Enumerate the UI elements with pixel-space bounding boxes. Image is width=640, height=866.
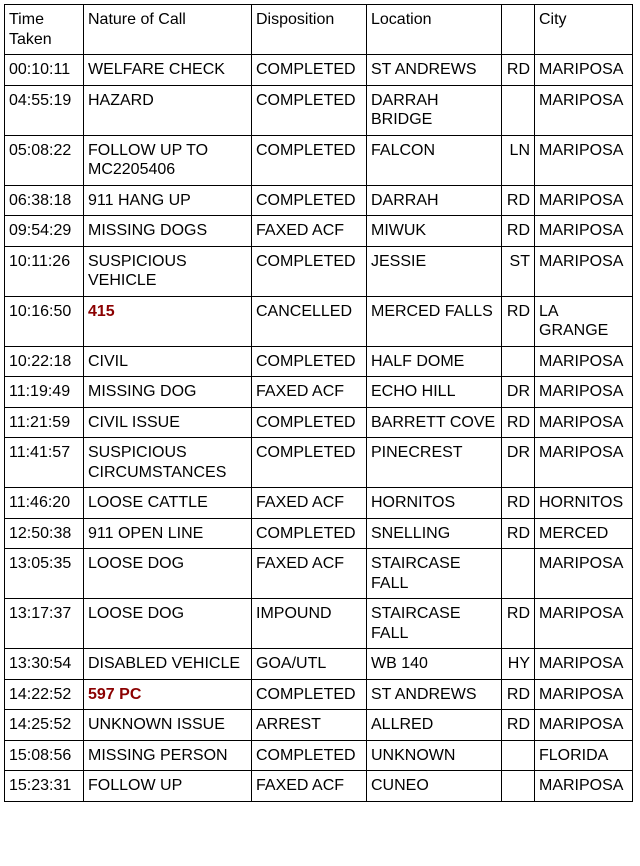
table-row xyxy=(5,549,633,599)
time-taken-cell: 11:46:20 xyxy=(5,488,84,519)
location-cell: ALLRED xyxy=(367,710,502,741)
city-cell: MARIPOSA xyxy=(535,679,633,710)
city-cell: MARIPOSA xyxy=(535,438,633,488)
street-suffix-cell: DR xyxy=(502,377,535,408)
time-taken-cell: 13:05:35 xyxy=(5,549,84,599)
location-cell: UNKNOWN xyxy=(367,740,502,771)
time-taken-cell: 13:30:54 xyxy=(5,649,84,680)
table-row xyxy=(5,296,633,346)
call-log-table xyxy=(4,4,633,802)
nature-of-call-cell: SUSPICIOUS VEHICLE xyxy=(84,246,252,296)
nature-of-call-cell: CIVIL ISSUE xyxy=(84,407,252,438)
location-cell: DARRAH xyxy=(367,185,502,216)
location-cell: HALF DOME xyxy=(367,346,502,377)
nature-of-call-cell: MISSING DOG xyxy=(84,377,252,408)
location-cell: JESSIE xyxy=(367,246,502,296)
nature-of-call-cell: MISSING PERSON xyxy=(84,740,252,771)
table-row xyxy=(5,407,633,438)
street-suffix-cell xyxy=(502,771,535,802)
disposition-cell: IMPOUND xyxy=(252,599,367,649)
nature-of-call-cell: FOLLOW UP TO MC2205406 xyxy=(84,135,252,185)
table-row xyxy=(5,246,633,296)
disposition-cell: FAXED ACF xyxy=(252,216,367,247)
disposition-cell: COMPLETED xyxy=(252,740,367,771)
nature-of-call-cell: UNKNOWN ISSUE xyxy=(84,710,252,741)
location-cell: ST ANDREWS xyxy=(367,679,502,710)
nature-of-call-cell: FOLLOW UP xyxy=(84,771,252,802)
city-cell: MARIPOSA xyxy=(535,649,633,680)
table-row xyxy=(5,599,633,649)
nature-of-call-cell: DISABLED VEHICLE xyxy=(84,649,252,680)
header-time-taken: Time Taken xyxy=(5,5,84,55)
disposition-cell: ARREST xyxy=(252,710,367,741)
street-suffix-cell: RD xyxy=(502,679,535,710)
disposition-cell: COMPLETED xyxy=(252,55,367,86)
time-taken-cell: 15:23:31 xyxy=(5,771,84,802)
table-row xyxy=(5,740,633,771)
location-cell: FALCON xyxy=(367,135,502,185)
street-suffix-cell: RD xyxy=(502,488,535,519)
disposition-cell: COMPLETED xyxy=(252,85,367,135)
location-cell: MERCED FALLS xyxy=(367,296,502,346)
time-taken-cell: 10:11:26 xyxy=(5,246,84,296)
table-row xyxy=(5,85,633,135)
time-taken-cell: 09:54:29 xyxy=(5,216,84,247)
disposition-cell: COMPLETED xyxy=(252,135,367,185)
nature-of-call-cell: 415 xyxy=(84,296,252,346)
location-cell: CUNEO xyxy=(367,771,502,802)
table-row xyxy=(5,488,633,519)
time-taken-cell: 06:38:18 xyxy=(5,185,84,216)
street-suffix-cell: RD xyxy=(502,216,535,247)
disposition-cell: FAXED ACF xyxy=(252,771,367,802)
street-suffix-cell: HY xyxy=(502,649,535,680)
header-city: City xyxy=(535,5,633,55)
street-suffix-cell: RD xyxy=(502,185,535,216)
city-cell: HORNITOS xyxy=(535,488,633,519)
disposition-cell: CANCELLED xyxy=(252,296,367,346)
street-suffix-cell: LN xyxy=(502,135,535,185)
street-suffix-cell: RD xyxy=(502,55,535,86)
street-suffix-cell: RD xyxy=(502,710,535,741)
header-disposition: Disposition xyxy=(252,5,367,55)
table-row xyxy=(5,55,633,86)
location-cell: BARRETT COVE xyxy=(367,407,502,438)
location-cell: DARRAH BRIDGE xyxy=(367,85,502,135)
time-taken-cell: 10:22:18 xyxy=(5,346,84,377)
header-nature-of-call: Nature of Call xyxy=(84,5,252,55)
location-cell: STAIRCASE FALL xyxy=(367,549,502,599)
disposition-cell: COMPLETED xyxy=(252,518,367,549)
disposition-cell: GOA/UTL xyxy=(252,649,367,680)
table-row xyxy=(5,438,633,488)
nature-of-call-cell: LOOSE CATTLE xyxy=(84,488,252,519)
table-row xyxy=(5,771,633,802)
table-row xyxy=(5,518,633,549)
nature-of-call-cell: LOOSE DOG xyxy=(84,599,252,649)
city-cell: MARIPOSA xyxy=(535,246,633,296)
disposition-cell: FAXED ACF xyxy=(252,488,367,519)
street-suffix-cell: RD xyxy=(502,296,535,346)
time-taken-cell: 05:08:22 xyxy=(5,135,84,185)
time-taken-cell: 12:50:38 xyxy=(5,518,84,549)
city-cell: MARIPOSA xyxy=(535,85,633,135)
table-row xyxy=(5,377,633,408)
location-cell: SNELLING xyxy=(367,518,502,549)
nature-of-call-cell: WELFARE CHECK xyxy=(84,55,252,86)
disposition-cell: COMPLETED xyxy=(252,438,367,488)
nature-of-call-cell: SUSPICIOUS CIRCUMSTANCES xyxy=(84,438,252,488)
location-cell: HORNITOS xyxy=(367,488,502,519)
header-location: Location xyxy=(367,5,502,55)
disposition-cell: COMPLETED xyxy=(252,407,367,438)
city-cell: MARIPOSA xyxy=(535,185,633,216)
time-taken-cell: 11:41:57 xyxy=(5,438,84,488)
nature-of-call-cell: LOOSE DOG xyxy=(84,549,252,599)
nature-of-call-cell: CIVIL xyxy=(84,346,252,377)
time-taken-cell: 00:10:11 xyxy=(5,55,84,86)
city-cell: MARIPOSA xyxy=(535,377,633,408)
street-suffix-cell: ST xyxy=(502,246,535,296)
city-cell: FLORIDA xyxy=(535,740,633,771)
street-suffix-cell xyxy=(502,740,535,771)
city-cell: MARIPOSA xyxy=(535,407,633,438)
time-taken-cell: 14:22:52 xyxy=(5,679,84,710)
table-row xyxy=(5,710,633,741)
location-cell: PINECREST xyxy=(367,438,502,488)
disposition-cell: COMPLETED xyxy=(252,185,367,216)
location-cell: WB 140 xyxy=(367,649,502,680)
city-cell: MARIPOSA xyxy=(535,135,633,185)
call-log-body xyxy=(5,55,633,802)
street-suffix-cell: RD xyxy=(502,599,535,649)
street-suffix-cell: DR xyxy=(502,438,535,488)
nature-of-call-cell: 597 PC xyxy=(84,679,252,710)
street-suffix-cell xyxy=(502,85,535,135)
city-cell: MARIPOSA xyxy=(535,710,633,741)
nature-of-call-cell: 911 OPEN LINE xyxy=(84,518,252,549)
table-row xyxy=(5,135,633,185)
time-taken-cell: 13:17:37 xyxy=(5,599,84,649)
city-cell: MARIPOSA xyxy=(535,346,633,377)
street-suffix-cell xyxy=(502,549,535,599)
city-cell: LA GRANGE xyxy=(535,296,633,346)
table-row xyxy=(5,679,633,710)
table-row xyxy=(5,185,633,216)
disposition-cell: FAXED ACF xyxy=(252,549,367,599)
time-taken-cell: 11:19:49 xyxy=(5,377,84,408)
nature-of-call-cell: MISSING DOGS xyxy=(84,216,252,247)
city-cell: MARIPOSA xyxy=(535,55,633,86)
table-row xyxy=(5,649,633,680)
time-taken-cell: 10:16:50 xyxy=(5,296,84,346)
city-cell: MARIPOSA xyxy=(535,216,633,247)
header-row xyxy=(5,5,633,55)
city-cell: MARIPOSA xyxy=(535,599,633,649)
time-taken-cell: 15:08:56 xyxy=(5,740,84,771)
city-cell: MERCED xyxy=(535,518,633,549)
disposition-cell: COMPLETED xyxy=(252,246,367,296)
location-cell: STAIRCASE FALL xyxy=(367,599,502,649)
city-cell: MARIPOSA xyxy=(535,771,633,802)
disposition-cell: COMPLETED xyxy=(252,346,367,377)
disposition-cell: FAXED ACF xyxy=(252,377,367,408)
street-suffix-cell xyxy=(502,346,535,377)
table-row xyxy=(5,346,633,377)
time-taken-cell: 04:55:19 xyxy=(5,85,84,135)
street-suffix-cell: RD xyxy=(502,518,535,549)
disposition-cell: COMPLETED xyxy=(252,679,367,710)
street-suffix-cell: RD xyxy=(502,407,535,438)
location-cell: ST ANDREWS xyxy=(367,55,502,86)
location-cell: MIWUK xyxy=(367,216,502,247)
nature-of-call-cell: HAZARD xyxy=(84,85,252,135)
table-row xyxy=(5,216,633,247)
city-cell: MARIPOSA xyxy=(535,549,633,599)
time-taken-cell: 11:21:59 xyxy=(5,407,84,438)
header-suffix xyxy=(502,5,535,55)
location-cell: ECHO HILL xyxy=(367,377,502,408)
nature-of-call-cell: 911 HANG UP xyxy=(84,185,252,216)
time-taken-cell: 14:25:52 xyxy=(5,710,84,741)
